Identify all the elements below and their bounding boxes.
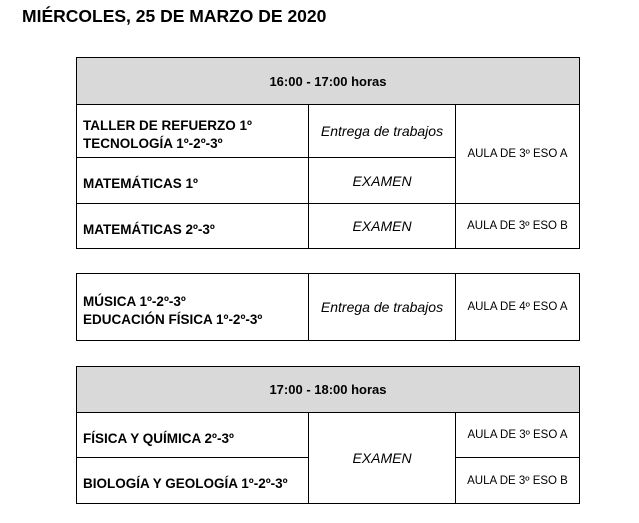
subject-line: MATEMÁTICAS 2º-3º (83, 221, 215, 237)
subject-line: TALLER DE REFUERZO 1º (83, 117, 252, 133)
room-cell: AULA DE 4º ESO A (456, 274, 580, 341)
subject-line: MÚSICA 1º-2º-3º (83, 293, 186, 309)
task-cell: EXAMEN (309, 158, 456, 204)
schedule-table-extra (76, 273, 580, 341)
subject-cell (77, 204, 309, 249)
task-cell: EXAMEN (309, 413, 456, 504)
subject-line: EDUCACIÓN FÍSICA 1º-2º-3º (83, 311, 263, 327)
task-cell: Entrega de trabajos (309, 105, 456, 158)
subject-line: TECNOLOGÍA 1º-2º-3º (83, 135, 223, 151)
subject-line: MATEMÁTICAS 1º (83, 176, 198, 191)
room-cell: AULA DE 3º ESO A (456, 413, 580, 458)
page-title: MIÉRCOLES, 25 DE MARZO DE 2020 (22, 6, 327, 26)
subject-cell (77, 274, 309, 341)
room-cell: AULA DE 3º ESO B (456, 204, 580, 249)
subject-cell (77, 158, 309, 204)
task-cell: Entrega de trabajos (309, 274, 456, 341)
subject-cell (77, 458, 309, 504)
room-cell: AULA DE 3º ESO B (456, 458, 580, 504)
schedule-table-1700 (76, 366, 580, 504)
time-slot-header: 16:00 - 17:00 horas (77, 58, 580, 105)
subject-cell (77, 105, 309, 158)
task-cell: EXAMEN (309, 204, 456, 249)
subject-cell (77, 413, 309, 458)
subject-line: BIOLOGÍA Y GEOLOGÍA 1º-2º-3º (83, 476, 288, 491)
subject-line: FÍSICA Y QUÍMICA 2º-3º (83, 430, 234, 446)
time-slot-header: 17:00 - 18:00 horas (77, 367, 580, 413)
room-cell: AULA DE 3º ESO A (456, 105, 580, 204)
schedule-table-1600 (76, 57, 580, 249)
